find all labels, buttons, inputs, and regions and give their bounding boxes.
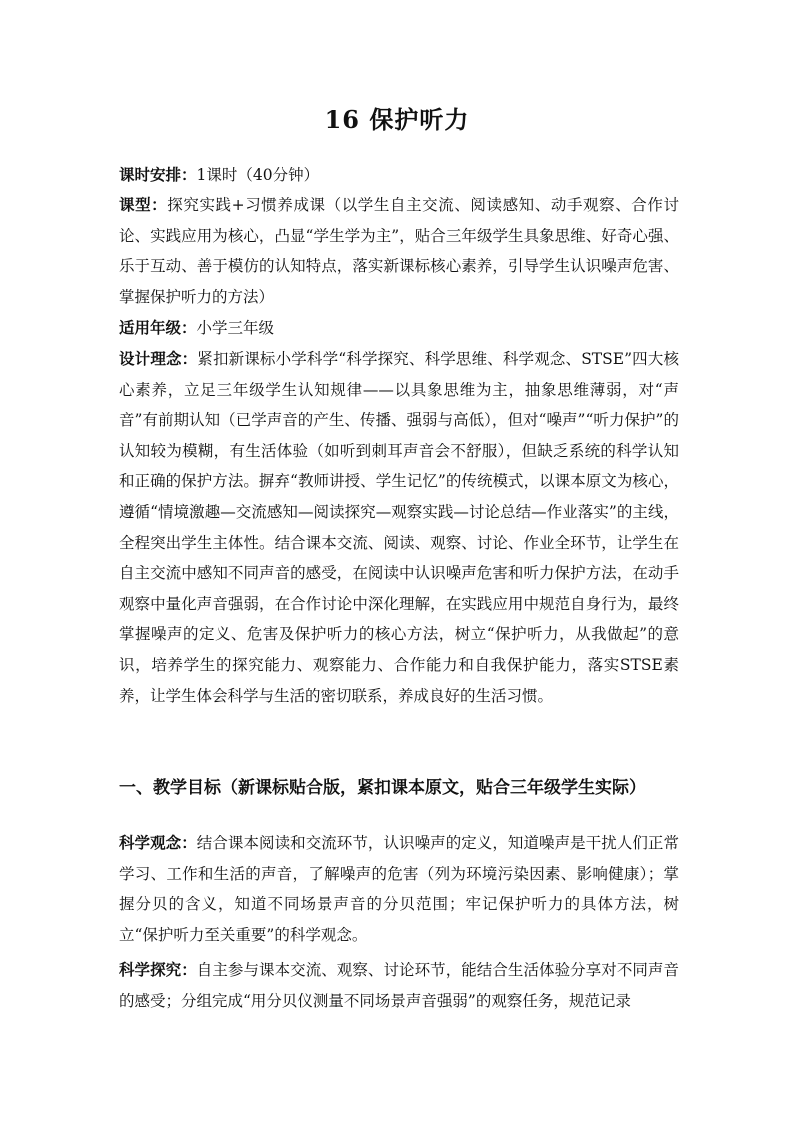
lesson-type-value: 探究实践+习惯养成课（以学生自主交流、阅读感知、动手观察、合作讨论、实践应用为核心，凸显“学生学为主”，贴合三年级学生具象思维、好奇心强、乐于互动、善于模仿的认知特点，落实新课标核心素养，引导学生认识噪声危害、掌握保护听力的方法） [119, 196, 679, 306]
design-concept-paragraph [119, 344, 679, 711]
science-concept-paragraph [119, 828, 679, 950]
lesson-time-label: 课时安排： [119, 165, 197, 184]
lesson-time-value: 1课时（40分钟） [196, 166, 320, 184]
science-inquiry-label: 科学探究： [119, 960, 197, 979]
grade-label: 适用年级： [119, 318, 197, 337]
page-title: 16 保护听力 [324, 105, 470, 134]
design-concept-value: 紧扣新课标小学科学“科学探究、科学思维、科学观念、STSE”四大核心素养，立足三年级学生认知规律——以具象思维为主，抽象思维薄弱，对“声音”有前期认知（已学声音的产生、传播、强弱与高低），但对“噪声”“听力保护”的认知较为模糊，有生活体验（如听到刺耳声音会不舒服），但缺乏系统的科学认知和正确的保护方法。摒弃“教师讲授、学生记忆”的传统模式，以课本原文为核心，遵循“情境激趣—交流感知—阅读探究—观察实践—讨论总结—作业落实”的主线，全程突出学生主体性。结合课本交流、阅读、观察、讨论、作业全环节，让学生在自主交流中感知不同声音的感受，在阅读中认识噪声危害和听力保护方法，在动手观察中量化声音强弱，在合作讨论中深化理解，在实践应用中规范自身行为，最终掌握噪声的定义、危害及保护听力的核心方法，树立“保护听力，从我做起”的意识，培养学生的探究能力、观察能力、合作能力和自我保护能力，落实STSE素养，让学生体会科学与生活的密切联系，养成良好的生活习惯。 [119, 350, 679, 705]
grade-value: 小学三年级 [196, 319, 275, 337]
grade-paragraph [119, 313, 679, 344]
lesson-time-paragraph [119, 160, 679, 191]
section-heading-teaching-goals: 一、教学目标（新课标贴合版，紧扣课本原文，贴合三年级学生实际） [119, 778, 646, 798]
science-inquiry-value: 自主参与课本交流、观察、讨论环节，能结合生活体验分享对不同声音的感受；分组完成“用分贝仪测量不同场景声音强弱”的观察任务，规范记录 [119, 961, 679, 1010]
lesson-type-paragraph [119, 190, 679, 312]
science-concept-label: 科学观念： [119, 833, 197, 852]
science-inquiry-paragraph [119, 955, 679, 1016]
science-concept-value: 结合课本阅读和交流环节，认识噪声的定义，知道噪声是干扰人们正常学习、工作和生活的声音，了解噪声的危害（列为环境污染因素、影响健康）；掌握分贝的含义，知道不同场景声音的分贝范围；牢记保护听力的具体方法，树立“保护听力至关重要”的科学观念。 [119, 834, 679, 944]
design-concept-label: 设计理念： [119, 349, 198, 368]
lesson-type-label: 课型： [119, 195, 168, 214]
